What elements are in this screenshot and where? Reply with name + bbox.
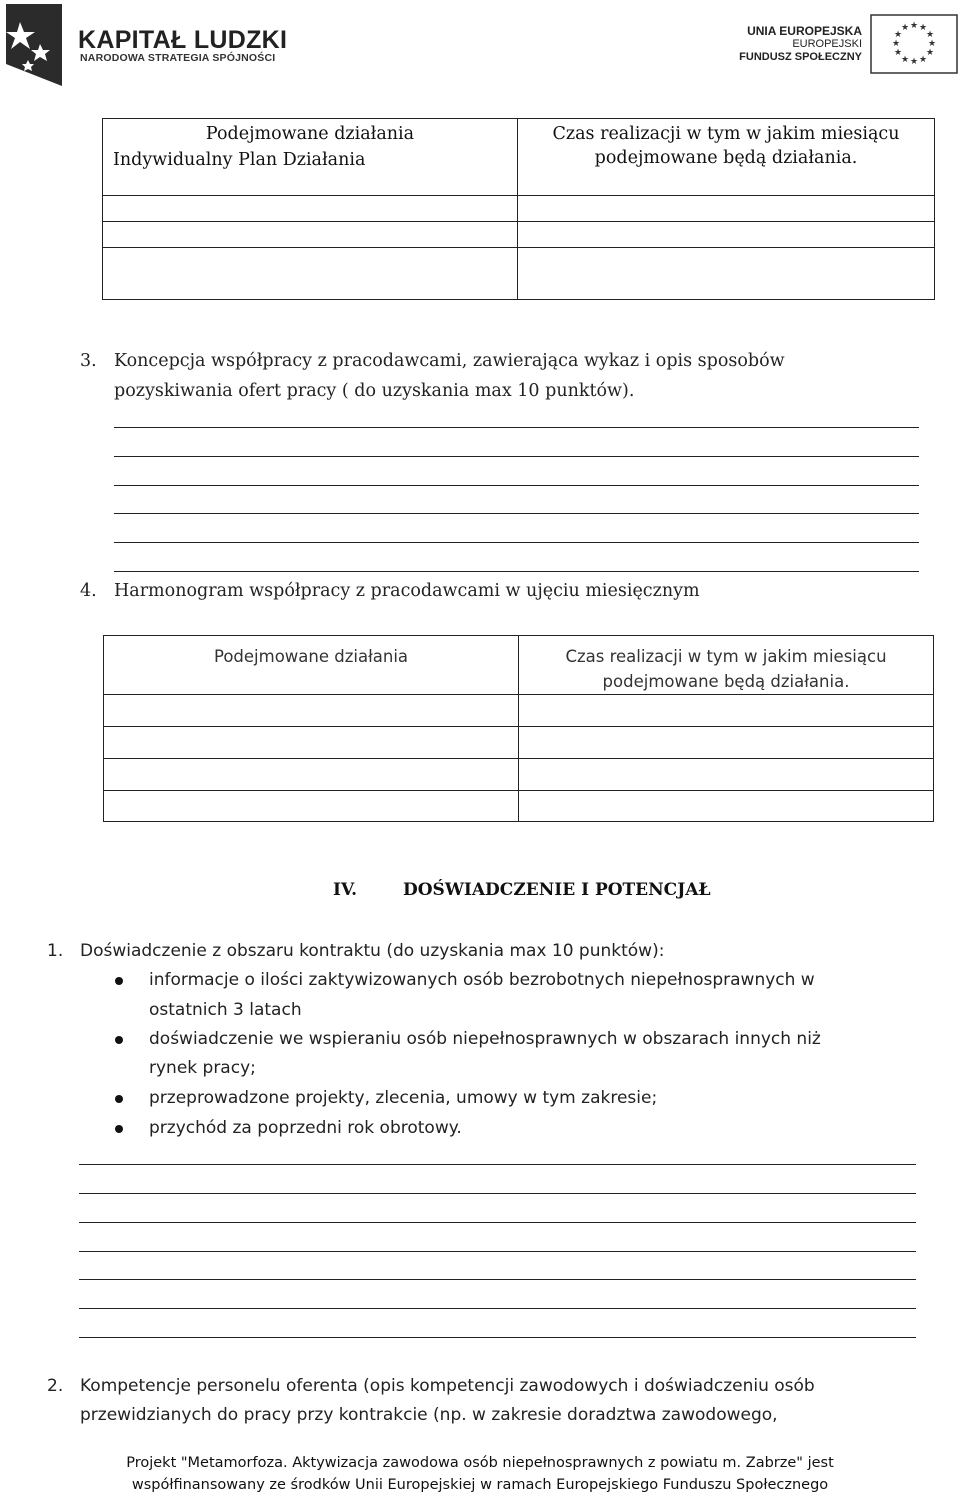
svg-text:★: ★ — [900, 55, 910, 65]
table-header-cell — [104, 636, 519, 695]
answer-line[interactable] — [79, 1164, 916, 1165]
col-header-time: Czas realizacji w tym w jakim miesiącu podejmowane będą działania. — [552, 124, 900, 168]
answer-line[interactable] — [79, 1222, 916, 1223]
chapter-numeral: IV. — [333, 880, 358, 900]
item2-number: 2. — [47, 1376, 64, 1396]
kapital-ludzki-title: KAPITAŁ LUDZKI — [78, 26, 288, 54]
svg-text:★: ★ — [918, 55, 928, 65]
table-row — [103, 248, 935, 300]
answer-line[interactable] — [114, 485, 919, 486]
svg-text:★: ★ — [891, 39, 901, 49]
footer-line2: współfinansowany ze środków Unii Europejskiej w ramach Europejskiego Funduszu Społecznego — [131, 1477, 829, 1493]
svg-text:★: ★ — [893, 48, 903, 58]
answer-line[interactable] — [114, 427, 919, 428]
bullet-icon — [115, 977, 123, 985]
answer-line[interactable] — [114, 456, 919, 457]
footer-line1: Projekt "Metamorfoza. Aktywizacja zawodowa osób niepełnosprawnych z powiatu m. Zabrze" jest — [126, 1455, 834, 1471]
table-cell-empty[interactable] — [518, 196, 935, 222]
bullet-icon — [115, 1095, 123, 1103]
table-header-row — [103, 119, 935, 196]
table-cell-empty[interactable] — [518, 222, 935, 248]
col-header-actions: Podejmowane działania — [213, 647, 409, 666]
answer-line[interactable] — [79, 1193, 916, 1194]
table-header-row — [104, 636, 934, 695]
schedule-table — [103, 635, 934, 822]
answer-line[interactable] — [79, 1337, 916, 1338]
list-item: informacje o ilości zaktywizowanych osób bezrobotnych niepełnosprawnych w — [149, 970, 815, 990]
col-header-actions: Podejmowane działania — [205, 124, 415, 144]
answer-line[interactable] — [79, 1279, 916, 1280]
table-row — [103, 222, 935, 248]
section3-text-line2: pozyskiwania ofert pracy ( do uzyskania max 10 punktów). — [114, 381, 635, 401]
svg-text:★: ★ — [909, 21, 919, 31]
eu-logo-line2: EUROPEJSKI — [792, 38, 862, 50]
eu-logo-line1: UNIA EUROPEJSKA — [747, 24, 862, 38]
table-cell-empty[interactable] — [519, 791, 934, 822]
table-header-cell — [103, 119, 518, 196]
table-header-cell — [518, 119, 935, 196]
kapital-ludzki-subtitle: NARODOWA STRATEGIA SPÓJNOŚCI — [80, 52, 276, 64]
chapter-title: DOŚWIADCZENIE I POTENCJAŁ — [403, 880, 711, 900]
table-row — [103, 196, 935, 222]
item1-number: 1. — [47, 941, 64, 961]
table-header-cell — [519, 636, 934, 695]
table-cell-empty[interactable] — [104, 695, 519, 727]
bullet-icon — [115, 1036, 123, 1044]
table-cell-empty[interactable] — [104, 727, 519, 759]
eu-logo-line3: FUNDUSZ SPOŁECZNY — [739, 51, 862, 63]
svg-text:★: ★ — [893, 30, 903, 40]
list-item-continuation: ostatnich 3 latach — [149, 1000, 302, 1020]
answer-line[interactable] — [114, 542, 919, 543]
svg-text:★: ★ — [918, 23, 928, 33]
table-cell-empty[interactable] — [518, 248, 935, 300]
table-cell-empty[interactable] — [519, 759, 934, 791]
item2-text-line2: przewidzianych do pracy przy kontrakcie (np. w zakresie doradztwa zawodowego, — [80, 1405, 778, 1425]
table-cell-empty[interactable] — [103, 222, 518, 248]
list-item: przychód za poprzedni rok obrotowy. — [149, 1118, 462, 1138]
table-cell-empty[interactable] — [519, 727, 934, 759]
table-row — [104, 727, 934, 759]
list-item: doświadczenie we wspieraniu osób niepełnosprawnych w obszarach innych niż — [149, 1029, 821, 1049]
svg-text:★: ★ — [925, 48, 935, 58]
answer-line[interactable] — [114, 571, 919, 572]
svg-text:★: ★ — [927, 39, 937, 49]
answer-line[interactable] — [114, 513, 919, 514]
table-row — [104, 695, 934, 727]
section3-text-line1: Koncepcja współpracy z pracodawcami, zawierająca wykaz i opis sposobów — [114, 351, 785, 371]
table-cell-empty[interactable] — [519, 695, 934, 727]
answer-line[interactable] — [79, 1308, 916, 1309]
bullet-icon — [115, 1125, 123, 1133]
table-cell-empty[interactable] — [103, 248, 518, 300]
eu-flag-icon — [870, 14, 958, 74]
list-item-continuation: rynek pracy; — [149, 1058, 256, 1078]
table-cell-empty[interactable] — [104, 791, 519, 822]
list-item: przeprowadzone projekty, zlecenia, umowy w tym zakresie; — [149, 1088, 658, 1108]
section3-number: 3. — [80, 351, 97, 371]
action-plan-table — [102, 118, 935, 300]
svg-text:★: ★ — [925, 30, 935, 40]
section4-text: Harmonogram współpracy z pracodawcami w ujęciu miesięcznym — [114, 581, 700, 601]
svg-text:★: ★ — [900, 23, 910, 33]
svg-text:★: ★ — [909, 57, 919, 67]
item1-text: Doświadczenie z obszaru kontraktu (do uzyskania max 10 punktów): — [80, 941, 665, 961]
answer-line[interactable] — [79, 1251, 916, 1252]
item2-text-line1: Kompetencje personelu oferenta (opis kompetencji zawodowych i doświadczeniu osób — [80, 1376, 815, 1396]
table-row — [104, 759, 934, 791]
table-cell-empty[interactable] — [104, 759, 519, 791]
col-header-plan: Indywidualny Plan Działania — [113, 150, 366, 170]
table-row — [104, 791, 934, 822]
section4-number: 4. — [80, 581, 97, 601]
col-header-time: Czas realizacji w tym w jakim miesiącu podejmowane będą działania. — [565, 647, 887, 691]
table-cell-empty[interactable] — [103, 196, 518, 222]
